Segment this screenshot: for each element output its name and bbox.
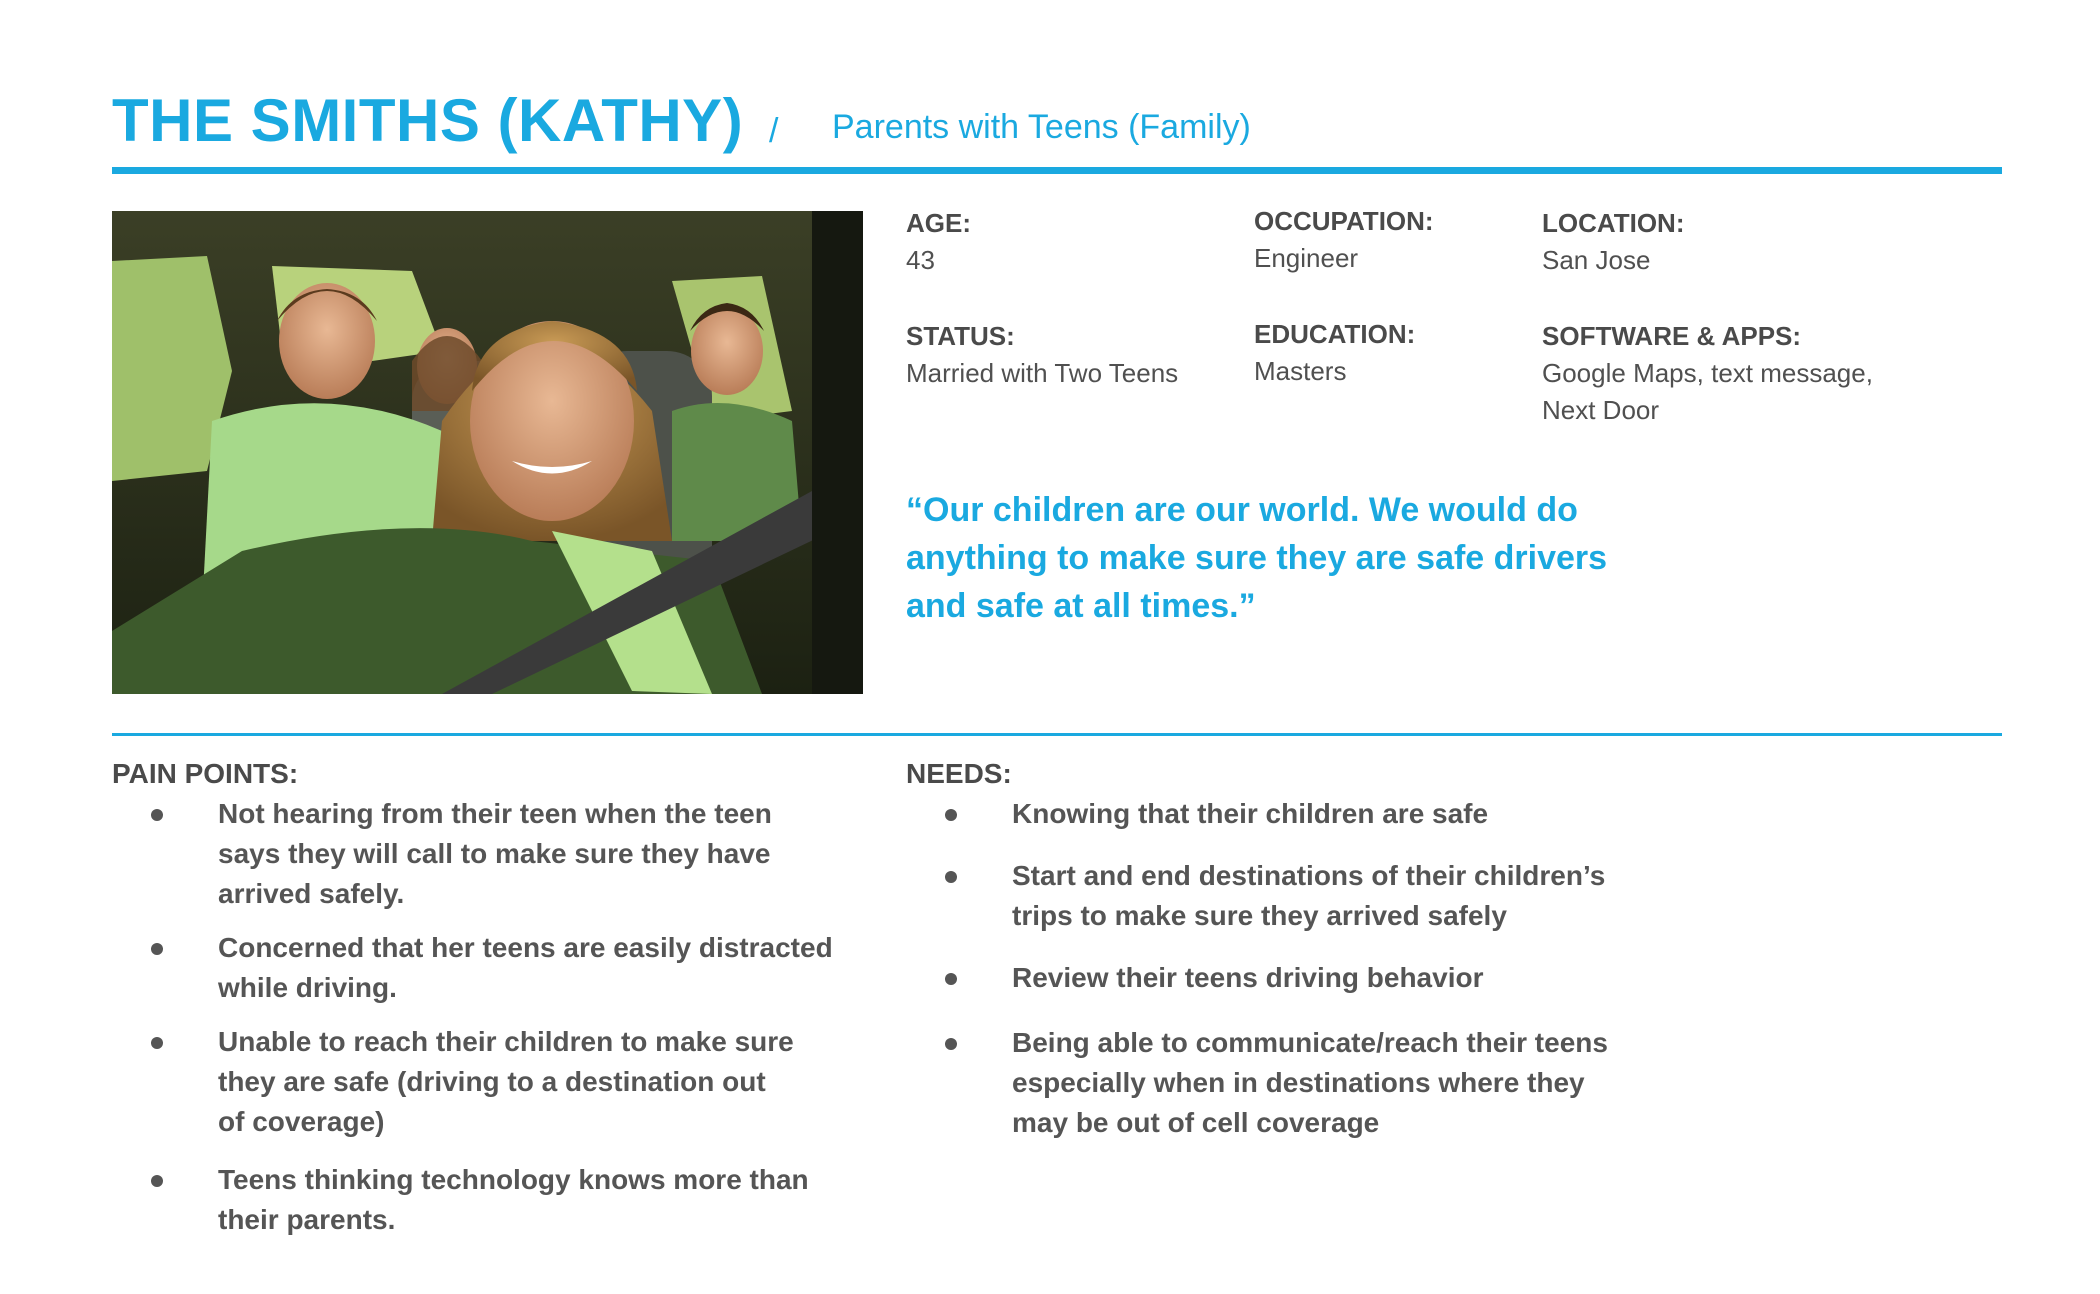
list-item-line: may be out of cell coverage bbox=[1012, 1107, 1380, 1138]
education-label: EDUCATION: bbox=[1254, 319, 1416, 349]
list-item-line: while driving. bbox=[218, 972, 397, 1003]
list-item-line: Review their teens driving behavior bbox=[1012, 962, 1484, 993]
list-item bbox=[218, 794, 898, 914]
bullet-icon bbox=[945, 871, 957, 883]
occupation-value: Engineer bbox=[1254, 243, 1359, 273]
location-value: San Jose bbox=[1542, 245, 1651, 275]
needs-list bbox=[1012, 794, 1732, 1143]
quote-line: anything to make sure they are safe drivers bbox=[906, 539, 1608, 577]
pain-points-list bbox=[218, 794, 898, 1240]
list-item-line: their parents. bbox=[218, 1204, 396, 1235]
location-label: LOCATION: bbox=[1542, 208, 1685, 238]
list-item-line: Being able to communicate/reach their teens bbox=[1012, 1027, 1608, 1058]
list-item-line: arrived safely. bbox=[218, 878, 405, 909]
header-divider bbox=[112, 167, 2002, 174]
list-item-line: trips to make sure they arrived safely bbox=[1012, 900, 1507, 931]
list-item bbox=[218, 1022, 898, 1142]
bullet-icon bbox=[151, 1037, 163, 1049]
family-in-car-photo bbox=[112, 211, 863, 694]
software-value-line2: Next Door bbox=[1542, 395, 1660, 425]
age-field bbox=[906, 205, 971, 279]
software-value-line1: Google Maps, text message, bbox=[1542, 358, 1873, 388]
list-item bbox=[1012, 856, 1732, 936]
pain-points-title: PAIN POINTS: bbox=[112, 758, 299, 789]
age-label: AGE: bbox=[906, 208, 971, 238]
status-value: Married with Two Teens bbox=[906, 358, 1179, 388]
section-divider bbox=[112, 733, 2002, 736]
bullet-icon bbox=[151, 943, 163, 955]
list-item-line: they are safe (driving to a destination out bbox=[218, 1066, 766, 1097]
list-item-line: Unable to reach their children to make sure bbox=[218, 1026, 794, 1057]
bullet-icon bbox=[945, 809, 957, 821]
list-item-line: Knowing that their children are safe bbox=[1012, 798, 1489, 829]
age-value: 43 bbox=[906, 245, 935, 275]
bullet-icon bbox=[151, 809, 163, 821]
list-item bbox=[1012, 958, 1732, 998]
education-field bbox=[1254, 316, 1415, 390]
bullet-icon bbox=[945, 1038, 957, 1050]
list-item-line: Concerned that her teens are easily distracted bbox=[218, 932, 833, 963]
quote-line: “Our children are our world. We would do bbox=[906, 491, 1578, 529]
list-item bbox=[1012, 1023, 1732, 1143]
list-item bbox=[1012, 794, 1732, 834]
occupation-label: OCCUPATION: bbox=[1254, 206, 1434, 236]
needs-title: NEEDS: bbox=[906, 758, 1012, 789]
bullet-icon bbox=[151, 1175, 163, 1187]
list-item-line: especially when in destinations where they bbox=[1012, 1067, 1585, 1098]
occupation-field bbox=[1254, 203, 1434, 277]
status-field bbox=[906, 318, 1178, 392]
persona-segment: Parents with Teens (Family) bbox=[832, 108, 1251, 146]
list-item bbox=[218, 1160, 898, 1240]
software-field bbox=[1542, 318, 1873, 429]
title-separator: / bbox=[769, 112, 779, 150]
list-item-line: says they will call to make sure they have bbox=[218, 838, 771, 869]
status-label: STATUS: bbox=[906, 321, 1015, 351]
persona-title: THE SMITHS (KATHY) bbox=[112, 87, 744, 154]
list-item-line: Not hearing from their teen when the teen bbox=[218, 798, 772, 829]
list-item bbox=[218, 928, 898, 1008]
education-value: Masters bbox=[1254, 356, 1347, 386]
persona-quote bbox=[906, 486, 1666, 630]
bullet-icon bbox=[945, 973, 957, 985]
list-item-line: Teens thinking technology knows more than bbox=[218, 1164, 809, 1195]
list-item-line: Start and end destinations of their children’s bbox=[1012, 860, 1606, 891]
list-item-line: of coverage) bbox=[218, 1106, 385, 1137]
quote-line: and safe at all times.” bbox=[906, 587, 1256, 625]
persona-header bbox=[112, 86, 2002, 176]
software-label: SOFTWARE & APPS: bbox=[1542, 321, 1802, 351]
location-field bbox=[1542, 205, 1685, 279]
